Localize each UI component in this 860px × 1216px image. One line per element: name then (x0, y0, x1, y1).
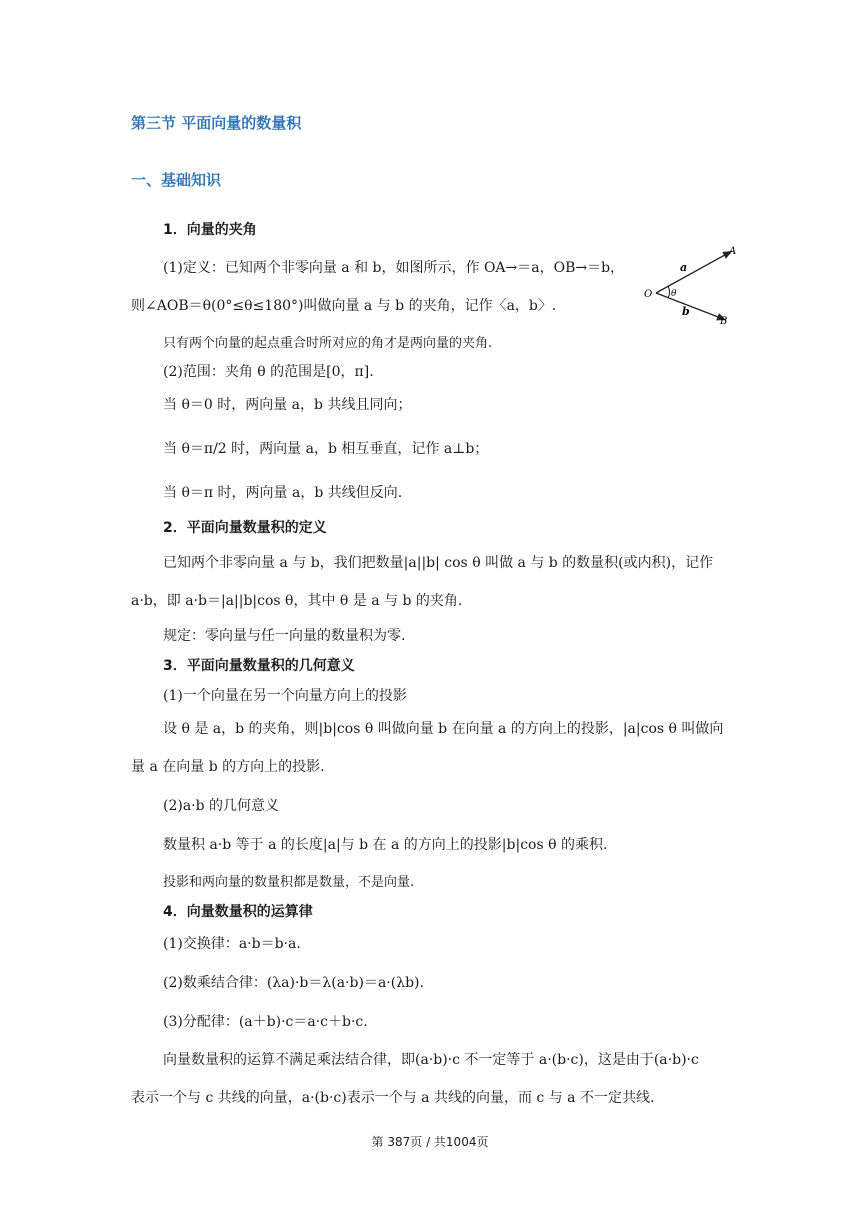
section-title: 第三节 平面向量的数量积 (131, 114, 302, 132)
item3-line2: 量 a 在向量 b 的方向上的投影. (131, 759, 325, 775)
label-A: A (729, 246, 737, 257)
vector-b-line (656, 293, 726, 320)
item1-case0: 当 θ＝0 时，两向量 a，b 共线且同向； (163, 397, 412, 413)
label-b: b (682, 305, 690, 318)
item3-line1: 设 θ 是 a，b 的夹角，则|b|cos θ 叫做向量 b 在向量 a 的方向上的投影，|a|cos θ 叫做向 (163, 721, 724, 737)
item3-note: 投影和两向量的数量积都是数量，不是向量. (163, 875, 415, 890)
label-O: O (644, 289, 653, 300)
page-footer: 第 387页 / 共1004页 (371, 1135, 489, 1149)
part-title: 一、基础知识 (131, 171, 222, 189)
item1-case-pi: 当 θ＝π 时，两向量 a，b 共线但反向. (163, 485, 403, 501)
item2-line2: a·b，即 a·b＝|a||b|cos θ，其中 θ 是 a 与 b 的夹角. (131, 593, 463, 609)
vector-a-line (656, 251, 732, 293)
item4-note-line2: 表示一个与 c 共线的向量，a·(b·c)表示一个与 a 共线的向量，而 c 与 a 不一定共线. (131, 1090, 655, 1106)
item3-heading: 3．平面向量数量积的几何意义 (163, 658, 355, 674)
item3-sub1: (1)一个向量在另一个向量方向上的投影 (163, 688, 407, 704)
item3-sub2: (2)a·b 的几何意义 (163, 798, 280, 814)
angle-figure (640, 238, 750, 328)
label-B: B (720, 316, 728, 327)
angle-arc (668, 286, 669, 298)
label-theta: θ (671, 289, 677, 299)
item1-heading: 1．向量的夹角 (163, 222, 257, 238)
item4-law1: (1)交换律：a·b＝b·a. (163, 936, 301, 952)
item1-range: (2)范围：夹角 θ 的范围是[0，π]. (163, 364, 374, 380)
item4-heading: 4．向量数量积的运算律 (163, 904, 313, 920)
item1-case-half: 当 θ＝π/2 时，两向量 a，b 相互垂直，记作 a⊥b； (163, 441, 489, 457)
item4-law2: (2)数乘结合律：(λa)·b＝λ(a·b)＝a·(λb). (163, 975, 424, 991)
item2-heading: 2．平面向量数量积的定义 (163, 520, 327, 536)
item2-rule: 规定：零向量与任一向量的数量积为零. (163, 628, 406, 644)
label-a: a (680, 261, 688, 274)
item3-line3: 数量积 a·b 等于 a 的长度|a|与 b 在 a 的方向上的投影|b|cos θ 的乘积. (163, 837, 608, 853)
item1-note: 只有两个向量的起点重合时所对应的角才是两向量的夹角. (163, 336, 493, 351)
item4-note-line1: 向量数量积的运算不满足乘法结合律，即(a·b)·c 不一定等于 a·(b·c)，这是由于(a·b)·c (163, 1052, 699, 1068)
item1-def-line2: 则∠AOB＝θ(0°≤θ≤180°)叫做向量 a 与 b 的夹角，记作〈a，b〉. (131, 298, 557, 314)
item1-def-line1: (1)定义：已知两个非零向量 a 和 b，如图所示，作 OA→＝a，OB→＝b， (163, 260, 625, 276)
item2-line1: 已知两个非零向量 a 与 b，我们把数量|a||b| cos θ 叫做 a 与 b 的数量积(或内积)，记作 (163, 555, 714, 571)
item4-law3: (3)分配律：(a＋b)·c＝a·c＋b·c. (163, 1014, 368, 1030)
